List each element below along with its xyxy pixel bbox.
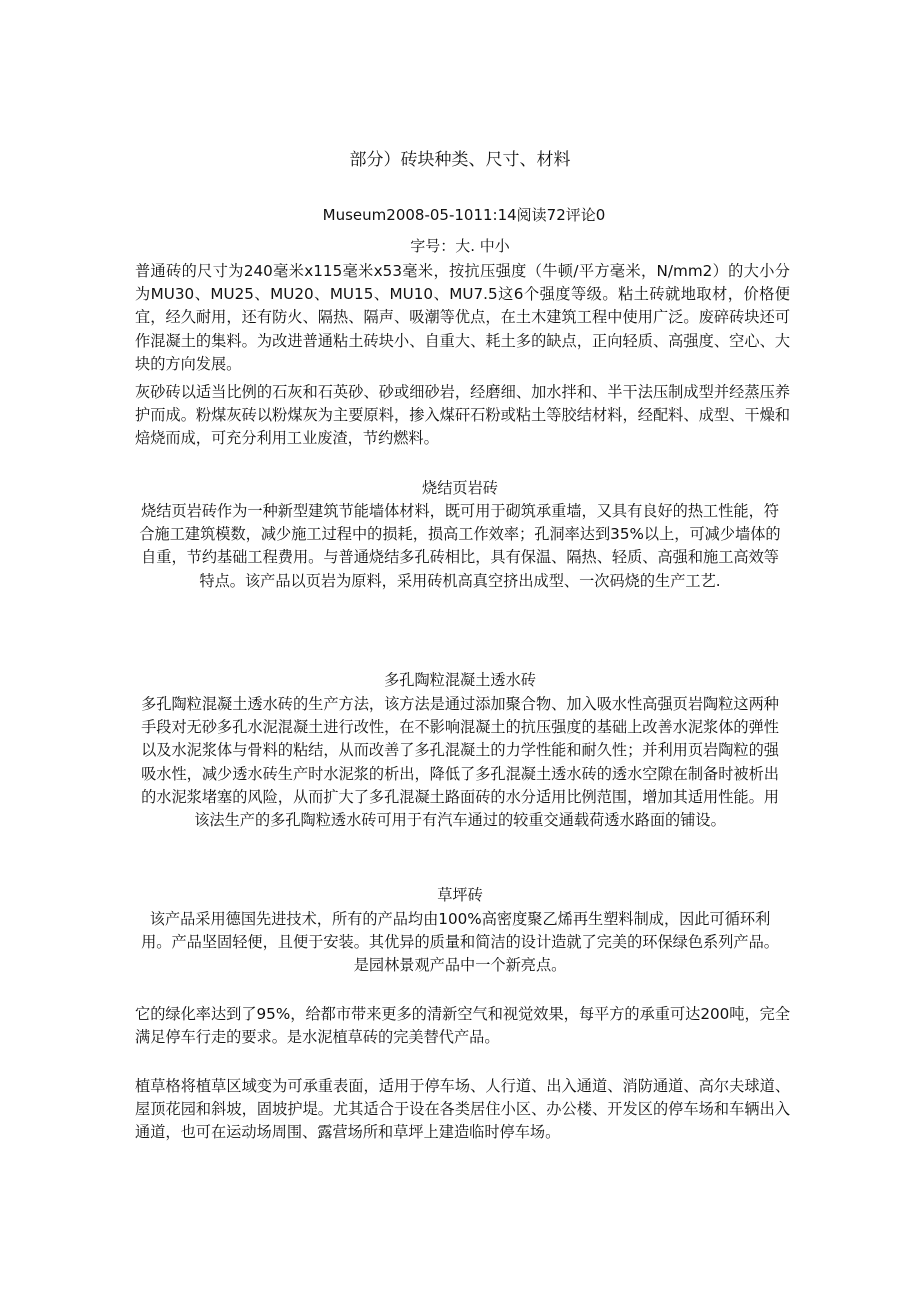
page-title: 部分）砖块种类、尺寸、材料: [349, 150, 571, 170]
intro-paragraph-1: 普通砖的尺寸为240毫米x115毫米x53毫米，按抗压强度（牛顿/平方毫米，N/mm2）的大小分为MU30、MU25、MU20、MU15、MU10、MU7.5这6个强度等级。粘土砖就地取材，价格便宜，经久耐用，还有防火、隔热、隔声、吸潮等优点，在土木建筑工程中使用广泛。废碎砖块还可作混凝土的集料。为改进普通粘土砖块小、自重大、耗土多的缺点，正向轻质、高强度、空心、大块的方向发展。: [135, 262, 790, 373]
section-body-permeable-brick: 多孔陶粒混凝土透水砖的生产方法，该方法是通过添加聚合物、加入吸水性高强页岩陶粒这两种手段对无砂多孔水泥混凝土进行改性，在不影响混凝土的抗压强度的基础上改善水泥浆体的弹性以及水泥浆体与骨料的粘结，从而改善了多孔混凝土的力学性能和耐久性；并利用页岩陶粒的强吸水性，减少透水砖生产时水泥浆的析出，降低了多孔混凝土透水砖的透水空隙在制备时被析出的水泥浆堵塞的风险，从而扩大了多孔混凝土路面砖的水分适用比例范围，增加其适用性能。用该法生产的多孔陶粒透水砖可用于有汽车通过的较重交通载荷透水路面的铺设。: [141, 695, 779, 830]
section-heading-permeable-brick: 多孔陶粒混凝土透水砖: [384, 671, 536, 689]
section-body-lawn-brick: 该产品采用德国先进技术，所有的产品均由100%高密度聚乙烯再生塑料制成，因此可循环利用。产品坚固轻便，且便于安装。其优异的质量和简洁的设计造就了完美的环保绿色系列产品。是园林景观产品中一个新亮点。: [141, 910, 779, 975]
article-meta: Museum2008-05-1011:14阅读72评论0: [322, 206, 606, 224]
intro-paragraph-2: 灰砂砖以适当比例的石灰和石英砂、砂或细砂岩，经磨细、加水拌和、半干法压制成型并经蒸压养护而成。粉煤灰砖以粉煤灰为主要原料，掺入煤矸石粉或粘土等胶结材料，经配料、成型、干燥和焙烧而成，可充分利用工业废渣，节约燃料。: [135, 383, 790, 448]
closing-paragraph-2: 植草格将植草区域变为可承重表面，适用于停车场、人行道、出入通道、消防通道、高尔夫球道、屋顶花园和斜坡，固坡护堤。尤其适合于设在各类居住小区、办公楼、开发区的停车场和车辆出入通道，也可在运动场周围、露营场所和草坪上建造临时停车场。: [135, 1077, 790, 1142]
font-size-label: 字号：大. 中小: [410, 237, 510, 255]
section-body-shale-brick: 烧结页岩砖作为一种新型建筑节能墙体材料，既可用于砌筑承重墙，又具有良好的热工性能，符合施工建筑模数，减少施工过程中的损耗，损高工作效率；孔洞率达到35%以上，可减少墙体的自重，节约基础工程费用。与普通烧结多孔砖相比，具有保温、隔热、轻质、高强和施工高效等特点。该产品以页岩为原料，采用砖机高真空挤出成型、一次码烧的生产工艺.: [139, 502, 781, 590]
section-heading-shale-brick: 烧结页岩砖: [422, 479, 498, 497]
section-heading-lawn-brick: 草坪砖: [437, 886, 483, 904]
closing-paragraph-1: 它的绿化率达到了95%，给都市带来更多的清新空气和视觉效果，每平方的承重可达200吨，完全满足停车行走的要求。是水泥植草砖的完美替代产品。: [135, 1005, 791, 1047]
